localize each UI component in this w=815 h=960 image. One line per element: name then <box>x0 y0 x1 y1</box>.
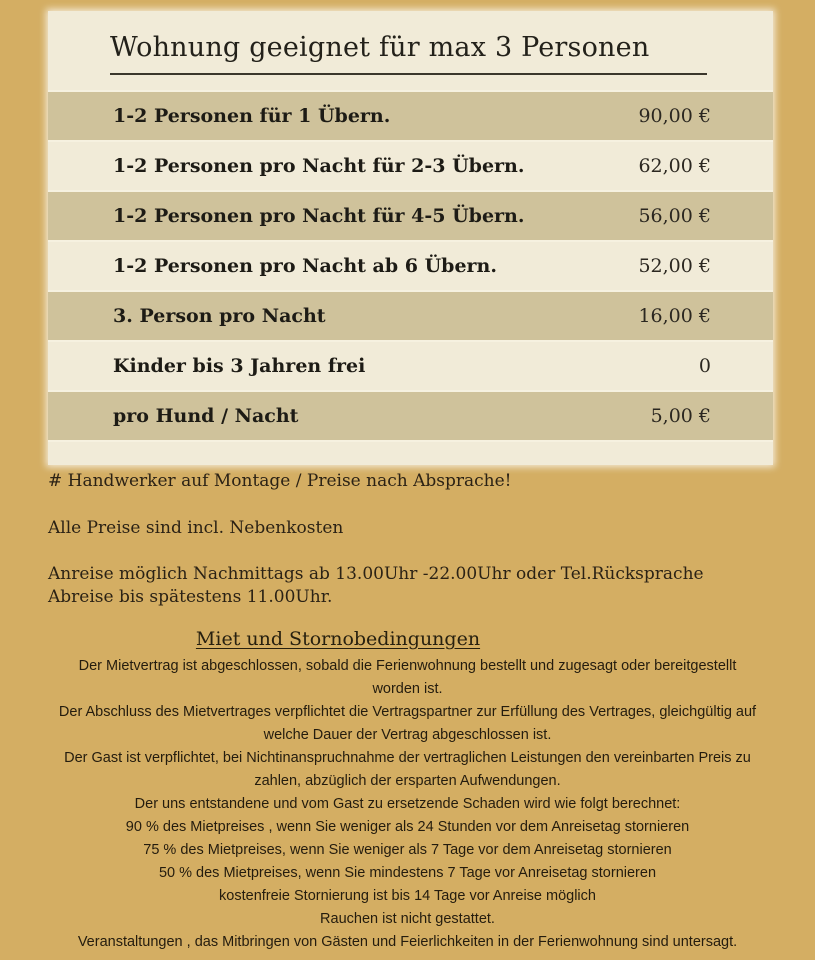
terms-line: 90 % des Mietpreises , wenn Sie weniger als 24 Stunden vor dem Anreisetag stornieren <box>125 819 690 835</box>
price-row-value: 56,00 € <box>638 205 711 227</box>
terms-line: Veranstaltungen , das Mitbringen von Gästen und Feierlichkeiten in der Ferienwohnung sind untersagt. <box>77 934 738 950</box>
note-prices-included: Alle Preise sind incl. Nebenkosten <box>48 518 344 538</box>
table-row <box>48 90 773 140</box>
terms-line: Rauchen ist nicht gestattet. <box>320 911 495 927</box>
table-row <box>48 240 773 290</box>
terms-line: Der Gast ist verpflichtet, bei Nichtinanspruchnahme der vertraglichen Leistungen den vereinbarten Preis zu <box>64 750 751 766</box>
price-row-value: 0 <box>698 355 711 377</box>
terms-line: Der Mietvertrag ist abgeschlossen, sobald die Ferienwohnung bestellt und zugesagt oder bereitgestellt <box>78 658 737 674</box>
price-row-label: pro Hund / Nacht <box>113 405 299 427</box>
terms-line: kostenfreie Stornierung ist bis 14 Tage vor Anreise möglich <box>219 888 596 904</box>
price-row-value: 90,00 € <box>638 105 711 127</box>
price-row-label: 1-2 Personen pro Nacht für 2-3 Übern. <box>113 155 525 177</box>
table-row <box>48 290 773 340</box>
card-header <box>48 11 773 90</box>
table-row <box>48 390 773 440</box>
note-departure: Abreise bis spätestens 11.00Uhr. <box>48 587 333 607</box>
terms-line: Der uns entstandene und vom Gast zu ersetzende Schaden wird wie folgt berechnet: <box>134 796 681 812</box>
pricing-card <box>48 11 773 465</box>
notes-section <box>48 465 788 609</box>
terms-heading-wrap <box>0 628 676 651</box>
note-arrival: Anreise möglich Nachmittags ab 13.00Uhr -22.00Uhr oder Tel.Rücksprache <box>48 564 704 584</box>
terms-line: 50 % des Mietpreises, wenn Sie mindestens 7 Tage vor Anreisetag stornieren <box>158 865 657 881</box>
price-row-label: 3. Person pro Nacht <box>113 305 326 327</box>
card-footer <box>48 440 773 465</box>
price-row-value: 62,00 € <box>638 155 711 177</box>
price-row-value: 16,00 € <box>638 305 711 327</box>
terms-line: 75 % des Mietpreises, wenn Sie weniger als 7 Tage vor dem Anreisetag stornieren <box>143 842 672 858</box>
card-title: Wohnung geeignet für max 3 Personen <box>110 32 650 63</box>
price-row-value: 52,00 € <box>638 255 711 277</box>
price-table <box>48 90 773 440</box>
price-row-label: 1-2 Personen pro Nacht ab 6 Übern. <box>113 255 497 277</box>
table-row <box>48 140 773 190</box>
terms-section <box>0 655 815 954</box>
terms-line: zahlen, abzüglich der ersparten Aufwendungen. <box>254 773 561 789</box>
title-divider <box>110 73 707 75</box>
terms-heading: Miet und Stornobedingungen <box>195 628 481 650</box>
price-row-label: 1-2 Personen pro Nacht für 4-5 Übern. <box>113 205 525 227</box>
price-row-value: 5,00 € <box>650 405 711 427</box>
price-row-label: Kinder bis 3 Jahren frei <box>113 355 366 377</box>
note-handwerker: # Handwerker auf Montage / Preise nach Absprache! <box>48 471 512 491</box>
table-row <box>48 190 773 240</box>
table-row <box>48 340 773 390</box>
price-row-label: 1-2 Personen für 1 Übern. <box>113 105 391 127</box>
terms-line: welche Dauer der Vertrag abgeschlossen ist. <box>263 727 552 743</box>
terms-line: Der Abschluss des Mietvertrages verpflichtet die Vertragspartner zur Erfüllung des Vertrages, gleichgültig auf <box>58 704 757 720</box>
terms-line: worden ist. <box>372 681 443 697</box>
